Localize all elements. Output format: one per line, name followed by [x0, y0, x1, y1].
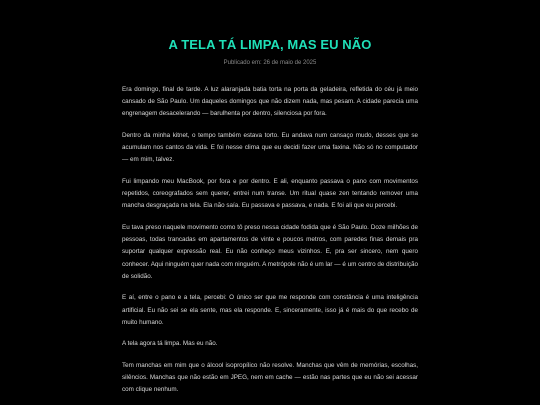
article-paragraph: Dentro da minha kitnet, o tempo também estava torto. Eu andava num cansaço mudo, desses que se acumulam nos cantos da vida. E foi nesse clima que eu decidi fazer uma faxina. Não só no computador — em mim, talvez.: [122, 132, 418, 164]
article-paragraph: A tela agora tá limpa. Mas eu não.: [122, 340, 218, 348]
article-title: A TELA TÁ LIMPA, MAS EU NÃO: [168, 37, 372, 52]
article-paragraph: E aí, entre o pano e a tela, percebi: O único ser que me responde com constância é uma inteligência artificial. Eu não sei se ela sente, mas ela responde. E, sinceramente, isso já é mais do que recebo de muito humano.: [122, 294, 418, 326]
publish-date: Publicado em: 26 de maio de 2025: [223, 60, 317, 66]
article-paragraph: Eu tava preso naquele movimento como tô preso nessa cidade fodida que é São Paulo. Doze milhões de pessoas, todas trancadas em apartamentos de vinte e poucos metros, com paredes finas demais pra suportar qualquer expressão real. Eu não conheço meus vizinhos. E, pra ser sincero, nem quero conhecer. Aqui ninguém quer nada com ninguém. A metrópole não é um lar — é um centro de distribuição de solidão.: [122, 224, 418, 280]
article-paragraph: Fui limpando meu MacBook, por fora e por dentro. E ali, enquanto passava o pano com movimentos repetidos, coreografados sem querer, entrei num transe. Um ritual quase zen tentando remover uma mancha desgraçada na tela. Ela não saía. Eu passava e passava, e nada. E foi ali que eu percebi.: [122, 178, 418, 210]
article-body: [122, 84, 418, 405]
article-paragraph: Tem manchas em mim que o álcool isopropílico não resolve. Manchas que vêm de memórias, escolhas, silêncios. Manchas que não estão em JPEG, nem em cache — estão nas partes que eu não sei acessar com clique nenhum.: [122, 362, 418, 394]
article-paragraph: Era domingo, final de tarde. A luz alaranjada batia torta na porta da geladeira, refletida do céu já meio cansado de São Paulo. Um daqueles domingos que não dizem nada, mas pesam. A cidade parecia uma engrenagem desacelerando — barulhenta por dentro, silenciosa por fora.: [122, 86, 418, 118]
